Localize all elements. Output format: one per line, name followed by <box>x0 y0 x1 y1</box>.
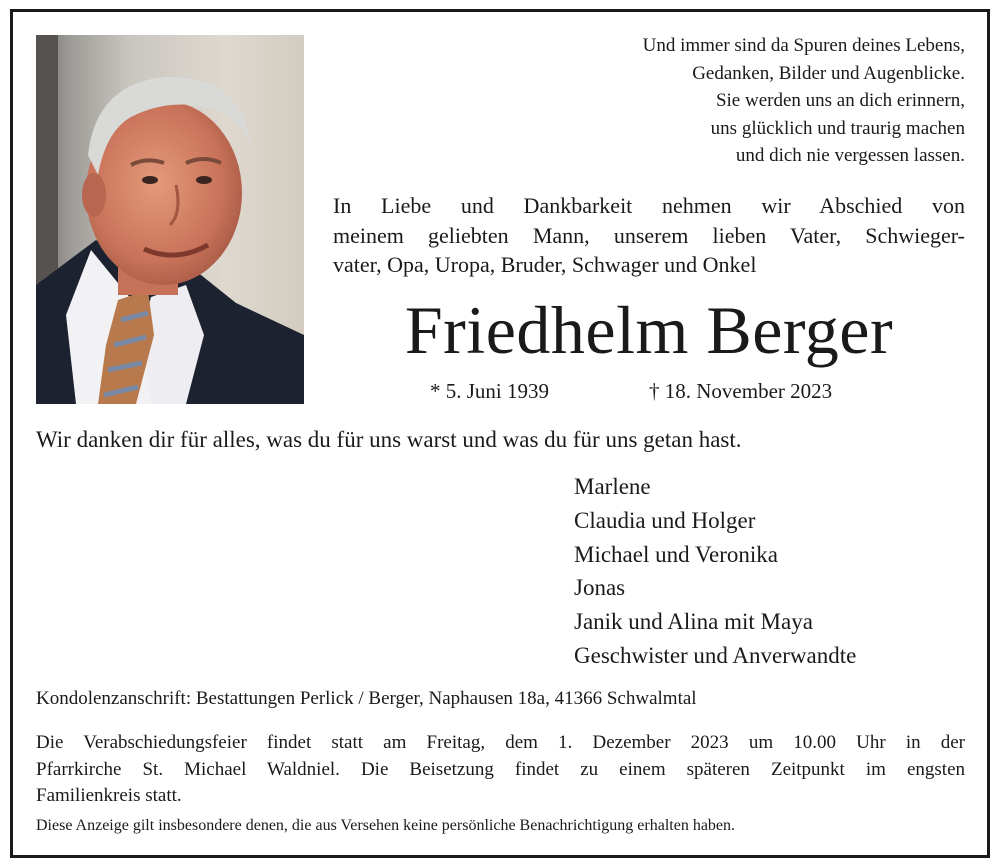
poem-line: Und immer sind da Spuren deines Lebens, <box>642 35 965 56</box>
memorial-poem <box>445 32 965 170</box>
thanks-line: Wir danken dir für alles, was du für uns warst und was du für uns getan hast. <box>36 427 742 452</box>
mourner-name: Janik und Alina mit Maya <box>574 609 813 635</box>
ceremony-line: Pfarrkirche St. Michael Waldniel. Die Beisetzung findet zu einem späteren Zeitpunkt im engsten <box>36 758 965 780</box>
portrait-photo <box>36 35 304 404</box>
birth-date: * 5. Juni 1939 <box>430 379 550 403</box>
mourner-name: Geschwister und Anverwandte <box>574 642 857 668</box>
mourner-name: Marlene <box>574 474 651 499</box>
ceremony-info <box>36 730 965 810</box>
mourner-name: Michael und Veronika <box>574 541 778 567</box>
notice-note: Diese Anzeige gilt insbesondere denen, die aus Versehen keine persönliche Benachrichtigung erhalten haben. <box>36 817 736 834</box>
poem-line: uns glücklich und traurig machen <box>710 117 965 139</box>
poem-line: Gedanken, Bilder und Augenblicke. <box>692 62 965 84</box>
mourner-name: Claudia und Holger <box>574 507 756 533</box>
condolence-address: Kondolenzanschrift: Bestattungen Perlick / Berger, Naphausen 18a, 41366 Schwalmtal <box>36 688 697 709</box>
intro-line: vater, Opa, Uropa, Bruder, Schwager und Onkel <box>333 252 757 277</box>
intro-line: In Liebe und Dankbarkeit nehmen wir Abschied von <box>333 193 965 218</box>
mourner-name: Jonas <box>574 575 626 601</box>
mourners-list <box>574 470 856 673</box>
intro-line: meinem geliebten Mann, unserem lieben Vater, Schwieger- <box>333 222 965 248</box>
ceremony-line: Familienkreis statt. <box>36 785 182 806</box>
poem-line: und dich nie vergessen lassen. <box>735 145 965 167</box>
ceremony-line: Die Verabschiedungsfeier findet statt am Freitag, dem 1. Dezember 2023 um 10.00 Uhr in der <box>36 732 965 753</box>
death-date: † 18. November 2023 <box>649 379 833 403</box>
poem-line: Sie werden uns an dich erinnern, <box>715 90 965 112</box>
deceased-name: Friedhelm Berger <box>404 292 894 368</box>
farewell-intro <box>333 191 965 280</box>
